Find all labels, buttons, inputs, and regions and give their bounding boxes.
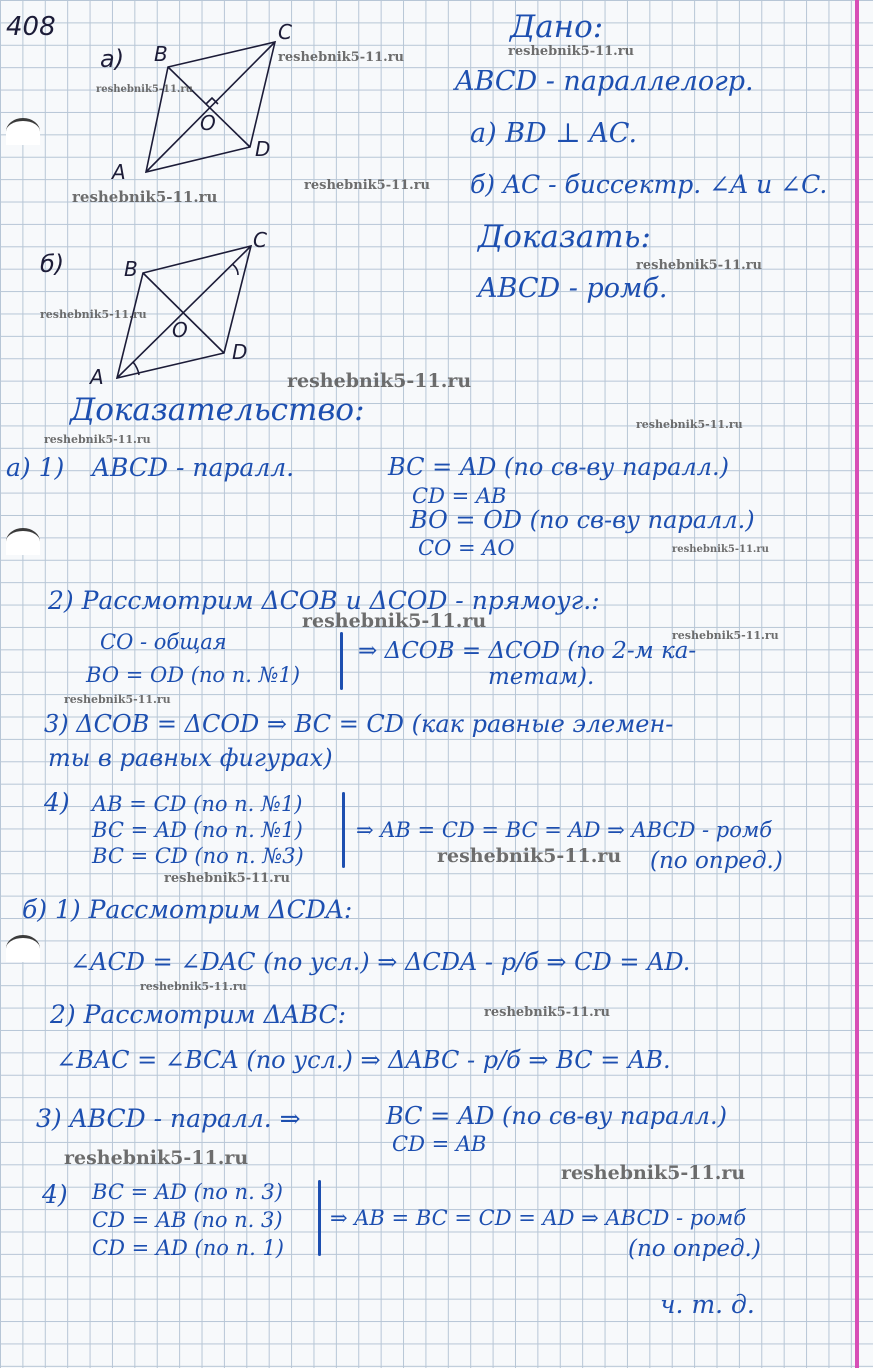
point-a-label: A: [112, 160, 126, 184]
watermark: reshebnik5-11.ru: [508, 44, 635, 59]
step-b2-body: ∠BAC = ∠BCA (по усл.) ⇒ ΔABC - р/б ⇒ BC = AB.: [56, 1046, 671, 1074]
step-a3-line-1: 3) ΔCOB = ΔCOD ⇒ BC = CD (как равные элемен-: [44, 710, 674, 738]
watermark: reshebnik5-11.ru: [287, 370, 472, 392]
step-a1-right-3: BO = OD (по св-ву паралл.): [410, 506, 755, 534]
step-a1-left: ABCD - паралл.: [92, 453, 295, 482]
point-b-label: B: [154, 42, 168, 66]
point-c-label: C: [278, 20, 292, 44]
watermark: reshebnik5-11.ru: [64, 693, 171, 706]
step-a4-left-2: BC = AD (по п. №1): [92, 818, 303, 842]
watermark: reshebnik5-11.ru: [302, 610, 487, 632]
given-line: ABCD - параллелогр.: [455, 66, 754, 97]
watermark: reshebnik5-11.ru: [64, 1147, 249, 1169]
step-a2-left-2: BO = OD (по п. №1): [86, 663, 301, 687]
qed: ч. т. д.: [660, 1290, 755, 1319]
watermark: reshebnik5-11.ru: [304, 178, 431, 193]
step-a2-left-1: CO - общая: [100, 630, 227, 654]
point-d-label: D: [255, 137, 271, 161]
brace: [340, 632, 343, 690]
watermark: reshebnik5-11.ru: [278, 50, 405, 65]
watermark: reshebnik5-11.ru: [636, 258, 763, 273]
step-a2-line: 2) Рассмотрим ΔCOB и ΔCOD - прямоуг.:: [48, 586, 600, 615]
step-a1-label: а) 1): [6, 453, 65, 482]
watermark: reshebnik5-11.ru: [437, 845, 622, 867]
point-o-label: O: [172, 318, 188, 342]
step-a4-left-1: AB = CD (по п. №1): [92, 792, 303, 816]
watermark: reshebnik5-11.ru: [561, 1162, 746, 1184]
step-a1-right-1: BC = AD (по св-ву паралл.): [388, 453, 729, 481]
step-a4-left-3: BC = CD (по п. №3): [92, 844, 304, 868]
step-b3-right-2: CD = AB: [392, 1132, 487, 1156]
step-a3-line-2: ты в равных фигурах): [48, 744, 333, 772]
point-c-label: C: [253, 228, 267, 252]
watermark: reshebnik5-11.ru: [44, 433, 151, 446]
step-b4-label: 4): [42, 1180, 68, 1209]
watermark: reshebnik5-11.ru: [40, 308, 147, 321]
step-a4-right-2: (по опред.): [650, 848, 783, 874]
point-b-label: B: [124, 257, 138, 281]
step-a2-right-2: тетам).: [488, 664, 595, 690]
given-condition-b: б) AC - биссектр. ∠A и ∠C.: [470, 170, 828, 199]
step-a2-right-1: ⇒ ΔCOB = ΔCOD (по 2-м ка-: [358, 638, 697, 664]
step-b2-line: 2) Рассмотрим ΔABC:: [50, 1000, 347, 1029]
given-condition-a: а) BD ⊥ AC.: [470, 118, 638, 149]
watermark: reshebnik5-11.ru: [164, 871, 291, 886]
watermark: reshebnik5-11.ru: [672, 544, 769, 555]
problem-number: 408: [6, 12, 56, 42]
step-b4-right-1: ⇒ AB = BC = CD = AD ⇒ ABCD - ромб: [330, 1206, 747, 1230]
prove-line: ABCD - ромб.: [478, 273, 668, 304]
step-b4-left-1: BC = AD (по п. 3): [92, 1180, 283, 1204]
given-heading: Дано:: [510, 9, 604, 45]
brace: [318, 1180, 321, 1256]
watermark: reshebnik5-11.ru: [72, 188, 218, 206]
watermark: reshebnik5-11.ru: [636, 418, 743, 431]
step-b4-left-3: CD = AD (по п. 1): [92, 1236, 284, 1260]
watermark: reshebnik5-11.ru: [672, 629, 779, 642]
point-d-label: D: [232, 340, 248, 364]
proof-heading: Доказательство:: [70, 392, 365, 428]
watermark: reshebnik5-11.ru: [96, 84, 193, 95]
step-b4-right-2: (по опред.): [628, 1236, 761, 1262]
figure-b-label: б): [40, 250, 65, 278]
step-b1-body: ∠ACD = ∠DAC (по усл.) ⇒ ΔCDA - р/б ⇒ CD = AD.: [70, 948, 691, 976]
watermark: reshebnik5-11.ru: [484, 1005, 611, 1020]
step-b1-line: б) 1) Рассмотрим ΔCDA:: [22, 895, 353, 924]
prove-heading: Доказать:: [478, 219, 651, 255]
step-b3-right-1: BC = AD (по св-ву паралл.): [386, 1102, 727, 1130]
point-o-label: O: [200, 111, 216, 135]
figure-b-angle-mark-c: [232, 264, 238, 275]
figure-a-label: а): [100, 45, 125, 73]
watermark: reshebnik5-11.ru: [140, 980, 247, 993]
step-a1-right-2: CD = AB: [412, 484, 507, 508]
brace: [342, 792, 345, 868]
step-b3-left: 3) ABCD - паралл. ⇒: [36, 1104, 301, 1133]
step-a1-right-4: CO = AO: [418, 536, 515, 560]
step-a4-label: 4): [44, 788, 70, 817]
step-a4-right-1: ⇒ AB = CD = BC = AD ⇒ ABCD - ромб: [356, 818, 773, 842]
step-b4-left-2: CD = AB (по п. 3): [92, 1208, 283, 1232]
point-a-label: A: [90, 365, 104, 389]
